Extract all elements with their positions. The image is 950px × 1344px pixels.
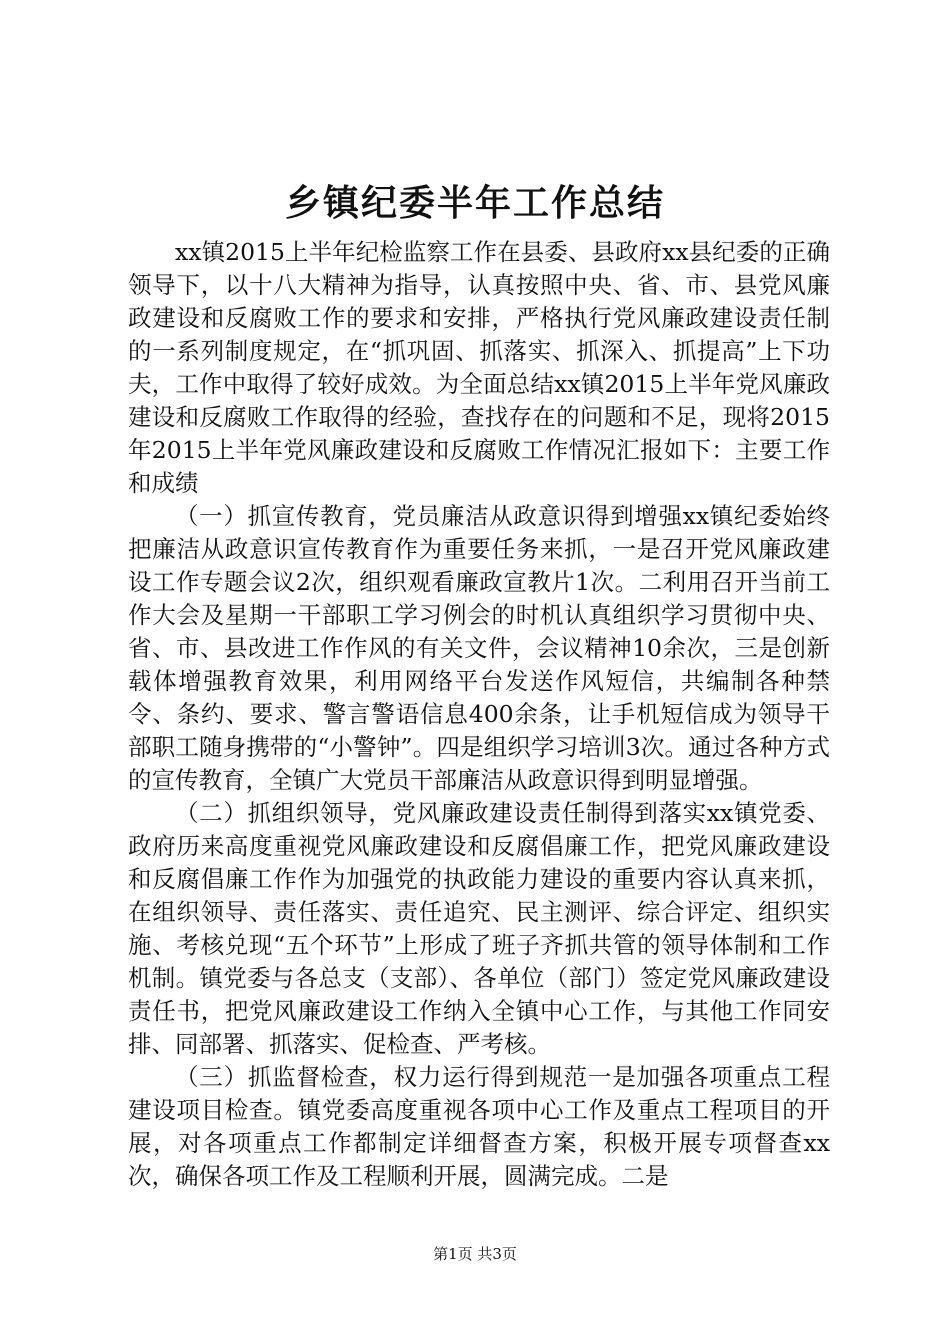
- document-body: [128, 236, 830, 1193]
- paragraph-section-1: （一）抓宣传教育，党员廉洁从政意识得到增强xx镇纪委始终把廉洁从政意识宣传教育作为重要任务来抓，一是召开党风廉政建设工作专题会议2次，组织观看廉政宣教片1次。二利用召开当前工作大会及星期一干部职工学习例会的时机认真组织学习贯彻中央、省、市、县改进工作作风的有关文件，会议精神10余次，三是创新载体增强教育效果，利用网络平台发送作风短信，共编制各种禁令、条约、要求、警言警语信息400余条，让手机短信成为领导干部职工随身携带的“小警钟”。四是组织学习培训3次。通过各种方式的宣传教育，全镇广大党员干部廉洁从政意识得到明显增强。: [128, 502, 830, 794]
- document-title: 乡镇纪委半年工作总结: [284, 183, 665, 224]
- paragraph-section-2: （二）抓组织领导，党风廉政建设责任制得到落实xx镇党委、政府历来高度重视党风廉政建设和反腐倡廉工作，把党风廉政建设和反腐倡廉工作作为加强党的执政能力建设的重要内容认真来抓，在组织领导、责任落实、责任追究、民主测评、综合评定、组织实施、考核兑现“五个环节”上形成了班子齐抓共管的领导体制和工作机制。镇党委与各总支（支部）、各单位（部门）签定党风廉政建设责任书，把党风廉政建设工作纳入全镇中心工作，与其他工作同安排、同部署、抓落实、促检查、严考核。: [128, 799, 830, 1058]
- page-number-footer: 第1页 共3页: [433, 1245, 517, 1263]
- paragraph-section-3: （三）抓监督检查，权力运行得到规范一是加强各项重点工程建设项目检查。镇党委高度重视各项中心工作及重点工程项目的开展，对各项重点工作都制定详细督查方案，积极开展专项督查xx次，确保各项工作及工程顺利开展，圆满完成。二是: [128, 1063, 830, 1190]
- paragraph-intro: xx镇2015上半年纪检监察工作在县委、县政府xx县纪委的正确领导下，以十八大精神为指导，认真按照中央、省、市、县党风廉政建设和反腐败工作的要求和安排，严格执行党风廉政建设责任制的一系列制度规定，在“抓巩固、抓落实、抓深入、抓提高”上下功夫，工作中取得了较好成效。为全面总结xx镇2015上半年党风廉政建设和反腐败工作取得的经验，查找存在的问题和不足，现将2015年2015上半年党风廉政建设和反腐败工作情况汇报如下：主要工作和成绩: [128, 238, 830, 497]
